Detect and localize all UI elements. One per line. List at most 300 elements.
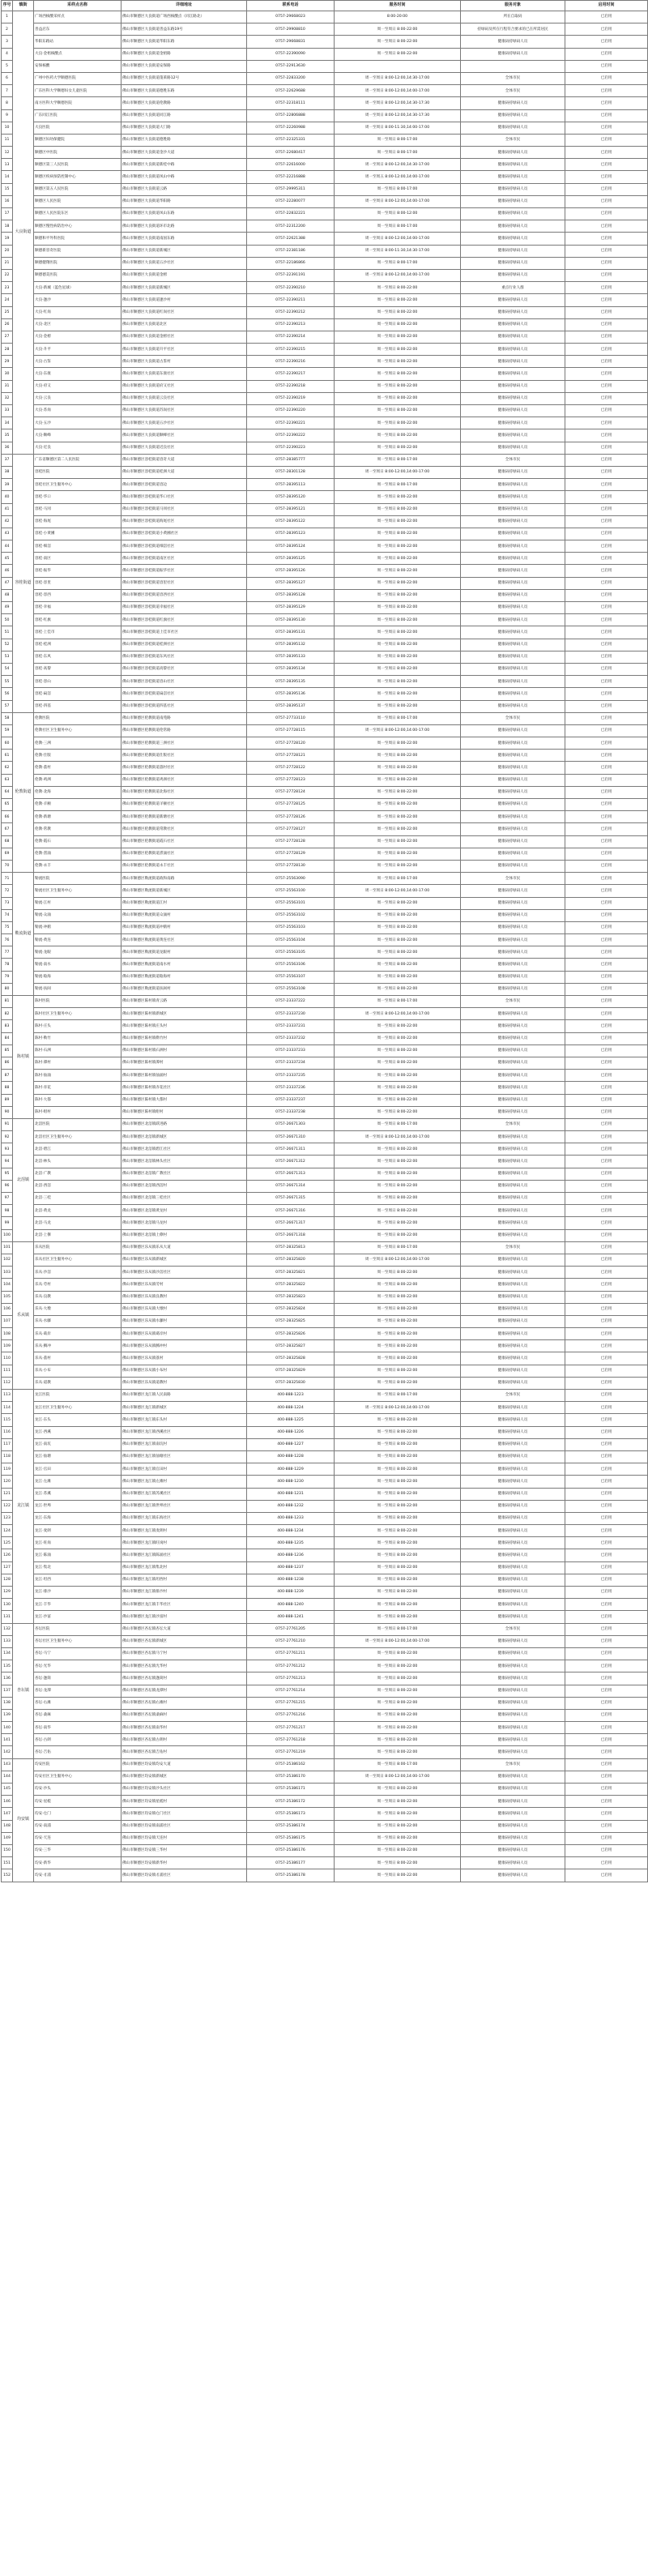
start-status: 已启用	[565, 860, 648, 872]
start-status: 已启用	[565, 294, 648, 306]
site-name: 顺德区妇幼保健院	[34, 134, 122, 146]
service-target: 健康码持绿码人员	[461, 614, 565, 626]
row-number: 100	[2, 1229, 13, 1241]
row-number: 134	[2, 1647, 13, 1660]
row-number: 61	[2, 750, 13, 762]
site-phone: 0757-25386172	[247, 1796, 335, 1808]
service-target: 全体市民	[461, 873, 565, 885]
row-number: 46	[2, 565, 13, 577]
start-status: 已启用	[565, 1574, 648, 1586]
service-time: 周一至周日 8:00-22:00	[335, 651, 461, 663]
row-number: 1	[2, 11, 13, 23]
row-number: 117	[2, 1438, 13, 1450]
service-target: 健康码持绿码人员	[461, 1808, 565, 1820]
site-name: 龙江·官田	[34, 1463, 122, 1476]
site-phone: 0757-27761218	[247, 1734, 335, 1746]
service-target: 健康码持绿码人员	[461, 1365, 565, 1377]
site-address: 佛山市顺德区龙江镇南坑村	[122, 1438, 247, 1450]
table-row	[2, 1450, 648, 1463]
row-number: 50	[2, 614, 13, 626]
table-row	[2, 971, 648, 983]
site-address: 佛山市顺德区乐从镇葛岸村	[122, 1328, 247, 1340]
site-name: 大良·红岗	[34, 306, 122, 318]
site-address: 佛山市顺德区大良街道安保路	[122, 60, 247, 72]
table-row	[2, 602, 648, 614]
site-name: 北滘医院	[34, 1118, 122, 1130]
start-status: 已启用	[565, 159, 648, 171]
service-target: 健康码持绿码人员	[461, 799, 565, 811]
table-row	[2, 1156, 648, 1168]
site-address: 佛山市顺德区大良街道金榜社区	[122, 331, 247, 343]
start-status: 已启用	[565, 306, 648, 318]
site-phone: 400-888-1233	[247, 1512, 335, 1524]
site-name: 容桂·扁滘	[34, 688, 122, 700]
row-number: 115	[2, 1414, 13, 1426]
service-target: 健康码持绿码人员	[461, 1180, 565, 1192]
service-target: 健康码持绿码人员	[461, 946, 565, 959]
start-status: 已启用	[565, 245, 648, 257]
site-address: 佛山市顺德区龙江镇人民南路	[122, 1390, 247, 1402]
row-number: 103	[2, 1267, 13, 1279]
site-phone: 0757-25563104	[247, 934, 335, 946]
site-name: 顺德区疾病预防控制中心	[34, 171, 122, 183]
site-name: 乐从·良教	[34, 1291, 122, 1303]
service-target: 健康码持绿码人员	[461, 1685, 565, 1697]
table-row	[2, 1476, 648, 1488]
row-number: 52	[2, 639, 13, 651]
service-target: 健康码持绿码人员	[461, 392, 565, 404]
district-name: 龙江镇	[13, 1390, 34, 1624]
site-phone: 0757-23337237	[247, 1094, 335, 1106]
site-address: 佛山市顺德区容桂街道桂洲社区	[122, 639, 247, 651]
row-number: 22	[2, 269, 13, 281]
site-phone: 0757-27728115	[247, 724, 335, 737]
col-header-phone: 联系电话	[247, 1, 335, 11]
site-address: 佛山市顺德区大良街道云良社区	[122, 392, 247, 404]
service-target: 健康码持绿码人员	[461, 971, 565, 983]
service-target: 健康码持绿码人员	[461, 1315, 565, 1327]
table-row	[2, 1328, 648, 1340]
site-name: 陈村·石洲	[34, 1044, 122, 1057]
start-status: 已启用	[565, 897, 648, 909]
table-header-row	[2, 1, 648, 11]
table-row	[2, 1377, 648, 1389]
site-address: 佛山市顺德区北滘镇马龙村	[122, 1217, 247, 1229]
service-time: 周一至周日 8:00-22:00	[335, 1611, 461, 1623]
table-row	[2, 1143, 648, 1156]
site-address: 佛山市顺德区伦教街道常教社区	[122, 823, 247, 835]
service-target: 健康码持绿码人员	[461, 577, 565, 589]
start-status: 已启用	[565, 368, 648, 380]
site-phone: 0757-22616000	[247, 159, 335, 171]
site-phone: 0757-22381186	[247, 245, 335, 257]
service-target: 健康码持绿码人员	[461, 503, 565, 515]
site-phone: 0757-23337235	[247, 1070, 335, 1082]
row-number: 86	[2, 1057, 13, 1069]
start-status: 已启用	[565, 269, 648, 281]
table-row	[2, 1574, 648, 1586]
district-name: 勒流街道	[13, 873, 34, 996]
row-number: 77	[2, 946, 13, 959]
site-name: 容桂社区卫生服务中心	[34, 479, 122, 491]
table-row	[2, 1082, 648, 1094]
service-target: 健康码持绿码人员	[461, 663, 565, 675]
service-time: 周一至周日 8:00-12:00,14:00-17:00	[335, 885, 461, 897]
start-status: 已启用	[565, 1685, 648, 1697]
service-target: 健康码持绿码人员	[461, 294, 565, 306]
start-status: 已启用	[565, 626, 648, 639]
site-phone: 400-888-1228	[247, 1450, 335, 1463]
service-target: 健康码持绿码人员	[461, 823, 565, 835]
table-row	[2, 762, 648, 774]
site-phone: 0757-22318111	[247, 97, 335, 109]
row-number: 57	[2, 700, 13, 712]
service-target: 健康码持绿码人员	[461, 1820, 565, 1832]
service-target: 健康码持绿码人员	[461, 540, 565, 553]
site-name: 大良·金榜	[34, 331, 122, 343]
start-status: 已启用	[565, 750, 648, 762]
start-status: 已启用	[565, 553, 648, 565]
start-status: 已启用	[565, 1303, 648, 1315]
site-address: 佛山市顺德区杏坛镇杏坛大道	[122, 1623, 247, 1635]
site-name: 陈村·赤花	[34, 1082, 122, 1094]
service-time: 周一至周日 8:00-22:00	[335, 23, 461, 36]
start-status: 已启用	[565, 1771, 648, 1783]
row-number: 120	[2, 1476, 13, 1488]
site-phone: 0757-28395120	[247, 491, 335, 503]
site-address: 佛山市顺德区容桂街道容里社区	[122, 577, 247, 589]
district-name: 均安镇	[13, 1758, 34, 1882]
start-status: 已启用	[565, 183, 648, 195]
row-number: 76	[2, 934, 13, 946]
site-name: 顺德区中医院	[34, 147, 122, 159]
start-status: 已启用	[565, 1390, 648, 1402]
service-time: 周一至周日 8:00-22:00	[335, 1156, 461, 1168]
start-status: 已启用	[565, 1267, 648, 1279]
service-time: 周一至周日 8:00-22:00	[335, 1020, 461, 1032]
table-row	[2, 195, 648, 207]
table-row	[2, 1463, 648, 1476]
service-target: 健康码持绿码人员	[461, 1352, 565, 1365]
row-number: 31	[2, 380, 13, 392]
table-row	[2, 1599, 648, 1611]
start-status: 已启用	[565, 380, 648, 392]
start-status: 已启用	[565, 1168, 648, 1180]
row-number: 151	[2, 1857, 13, 1869]
site-name: 杏坛·桑麻	[34, 1709, 122, 1721]
service-time: 周一至周日 8:00-22:00	[335, 331, 461, 343]
site-name: 勒流·龙眼	[34, 946, 122, 959]
site-address: 佛山市顺德区容桂街道四基社区	[122, 700, 247, 712]
service-target: 健康码持绿码人员	[461, 233, 565, 245]
col-header-service-target: 服务对象	[461, 1, 565, 11]
service-time: 周一至周日 8:00-12:00,14:30-17:30	[335, 97, 461, 109]
service-time: 周一至周日 8:00-22:00	[335, 503, 461, 515]
row-number: 12	[2, 147, 13, 159]
table-row	[2, 1685, 648, 1697]
site-name: 龙江·集北	[34, 1561, 122, 1574]
site-address: 佛山市顺德区大良街道新城区	[122, 282, 247, 294]
site-phone: 0757-27761213	[247, 1672, 335, 1685]
service-time: 周一至周日 8:00-22:00	[335, 1303, 461, 1315]
table-row	[2, 1365, 648, 1377]
site-address: 佛山市顺德区大良街道环市北路	[122, 220, 247, 233]
site-phone: 0757-25386171	[247, 1784, 335, 1796]
site-name: 容桂·海尾	[34, 515, 122, 528]
site-phone: 0757-28301128	[247, 466, 335, 478]
start-status: 已启用	[565, 1070, 648, 1082]
service-target: 健康码持绿码人员	[461, 1328, 565, 1340]
site-name: 勒流·江村	[34, 897, 122, 909]
start-status: 已启用	[565, 737, 648, 750]
table-row	[2, 1512, 648, 1524]
start-status: 已启用	[565, 147, 648, 159]
service-target: 健康码持绿码人员	[461, 1438, 565, 1450]
site-phone: 0757-27761211	[247, 1647, 335, 1660]
row-number: 66	[2, 811, 13, 823]
site-name: 容桂·上佳市	[34, 626, 122, 639]
start-status: 已启用	[565, 1857, 648, 1869]
table-row	[2, 97, 648, 109]
row-number: 4	[2, 48, 13, 60]
site-phone: 400-888-1227	[247, 1438, 335, 1450]
row-number: 118	[2, 1450, 13, 1463]
row-number: 70	[2, 860, 13, 872]
site-phone: 0757-27728128	[247, 835, 335, 848]
site-address: 佛山市顺德区容桂街道小黄圃社区	[122, 528, 247, 540]
service-target: 健康码持绿码人员	[461, 885, 565, 897]
row-number: 53	[2, 651, 13, 663]
site-name: 龙江·左滩	[34, 1476, 122, 1488]
service-target: 健康码持绿码人员	[461, 1672, 565, 1685]
site-address: 佛山市顺德区容桂街道细滘社区	[122, 540, 247, 553]
site-name: 伦教·常教	[34, 823, 122, 835]
service-target: 健康码持绿码人员	[461, 1044, 565, 1057]
table-row	[2, 553, 648, 565]
site-address: 佛山市顺德区大良街道善益东路19号	[122, 23, 247, 36]
site-address: 佛山市顺德区龙江镇官田村	[122, 1463, 247, 1476]
site-name: 乐从社区卫生服务中心	[34, 1254, 122, 1266]
site-address: 佛山市顺德区大良街道红岗社区	[122, 306, 247, 318]
site-address: 佛山市顺德区大良街道东康社区	[122, 368, 247, 380]
start-status: 已启用	[565, 503, 648, 515]
site-phone: 0757-28395134	[247, 663, 335, 675]
table-row	[2, 1438, 648, 1450]
table-row	[2, 1722, 648, 1734]
site-name: 杏坛·光华	[34, 1660, 122, 1672]
table-row	[2, 1771, 648, 1783]
site-name: 北滘·林头	[34, 1156, 122, 1168]
service-time: 周一至周日 8:00-22:00	[335, 1574, 461, 1586]
site-phone: 0757-27728121	[247, 750, 335, 762]
start-status: 已启用	[565, 811, 648, 823]
service-target: 健康码持绿码人员	[461, 565, 565, 577]
table-row	[2, 220, 648, 233]
service-target: 健康码持绿码人员	[461, 1229, 565, 1241]
service-time: 周一至周日 8:00-22:00	[335, 983, 461, 995]
site-address: 佛山市顺德区陈村镇庄头村	[122, 1020, 247, 1032]
service-time: 周一至周日 8:00-17:00	[335, 1758, 461, 1771]
start-status: 已启用	[565, 1044, 648, 1057]
service-time: 周一至周日 8:00-22:00	[335, 614, 461, 626]
table-row	[2, 873, 648, 885]
site-phone: 0757-22390090	[247, 48, 335, 60]
site-name: 陈村·绀村	[34, 1106, 122, 1118]
start-status: 已启用	[565, 1820, 648, 1832]
table-row	[2, 122, 648, 134]
site-name: 伦教·羊额	[34, 799, 122, 811]
service-target: 健康码持绿码人员	[461, 589, 565, 601]
row-number: 9	[2, 109, 13, 122]
site-name: 伦教·三洲	[34, 737, 122, 750]
row-number: 149	[2, 1832, 13, 1844]
site-phone: 400-888-1235	[247, 1537, 335, 1549]
site-phone: 0757-25386178	[247, 1869, 335, 1882]
table-row	[2, 257, 648, 269]
service-time: 周一至周日 8:00-17:00	[335, 1241, 461, 1254]
site-address: 佛山市顺德区杏坛镇右滩村	[122, 1697, 247, 1709]
service-target: 健康码持绿码人员	[461, 762, 565, 774]
service-time: 周一至周日 8:00-22:00	[335, 1426, 461, 1438]
service-time: 周一至周日 8:00-22:00	[335, 1450, 461, 1463]
site-phone: 0757-28325828	[247, 1352, 335, 1365]
site-address: 佛山市顺德区均安镇均安大道	[122, 1758, 247, 1771]
site-address: 佛山市顺德区龙江镇排沙村	[122, 1587, 247, 1599]
row-number: 5	[2, 60, 13, 72]
table-row	[2, 1500, 648, 1512]
start-status: 已启用	[565, 540, 648, 553]
site-phone: 400-888-1234	[247, 1525, 335, 1537]
site-address: 佛山市顺德区杏坛镇马宁村	[122, 1647, 247, 1660]
row-number: 96	[2, 1180, 13, 1192]
row-number: 126	[2, 1549, 13, 1561]
service-target: 健康码持绿码人员	[461, 1476, 565, 1488]
table-row	[2, 651, 648, 663]
row-number: 69	[2, 848, 13, 860]
site-address: 佛山市顺德区大良街道逢沙村	[122, 294, 247, 306]
site-phone: 0757-22390212	[247, 306, 335, 318]
service-target: 健康码持绿码人员	[461, 688, 565, 700]
start-status: 已启用	[565, 1193, 648, 1205]
row-number: 121	[2, 1488, 13, 1500]
site-address: 佛山市顺德区大良街道金梧路	[122, 48, 247, 60]
service-target: 健康码持绿码人员	[461, 1869, 565, 1882]
site-address: 佛山市顺德区容桂街道容边	[122, 479, 247, 491]
service-time	[335, 60, 461, 72]
site-address: 佛山市顺德区容桂街道上佳市社区	[122, 626, 247, 639]
site-phone: 0757-25386175	[247, 1832, 335, 1844]
service-target: 健康码持绿码人员	[461, 1587, 565, 1599]
start-status: 已启用	[565, 466, 648, 478]
service-time: 周一至周日 8:00-22:00	[335, 1844, 461, 1856]
row-number: 37	[2, 454, 13, 466]
site-name: 龙江·坦西	[34, 1574, 122, 1586]
site-address: 佛山市顺德区杏坛镇南华村	[122, 1722, 247, 1734]
start-status: 已启用	[565, 1587, 648, 1599]
service-target: 健康码持绿码人员	[461, 626, 565, 639]
service-time: 周一至周日 8:00-22:00	[335, 540, 461, 553]
service-target: 健康码持绿码人员	[461, 1106, 565, 1118]
row-number: 107	[2, 1315, 13, 1327]
site-name: 龙江·旺岗	[34, 1537, 122, 1549]
row-number: 140	[2, 1722, 13, 1734]
site-name: 容桂·幸福	[34, 602, 122, 614]
site-phone: 0757-28325829	[247, 1365, 335, 1377]
table-row	[2, 1106, 648, 1118]
site-name: 广州中医药大学顺德医院	[34, 72, 122, 84]
service-time: 周一至周日 8:00-22:00	[335, 1279, 461, 1291]
site-name: 均安·仓门	[34, 1808, 122, 1820]
service-target: 健康码持绿码人员	[461, 528, 565, 540]
site-address: 佛山市顺德区陈村镇仙涌村	[122, 1070, 247, 1082]
row-number: 11	[2, 134, 13, 146]
site-name: 容桂医院	[34, 466, 122, 478]
row-number: 23	[2, 282, 13, 294]
start-status: 已启用	[565, 589, 648, 601]
start-status: 已启用	[565, 1094, 648, 1106]
start-status: 已启用	[565, 528, 648, 540]
service-time: 周一至周日 8:00-12:00,14:00-17:00	[335, 1635, 461, 1647]
service-time: 周一至周日 8:00-12:00,14:00-17:00	[335, 195, 461, 207]
row-number: 71	[2, 873, 13, 885]
site-phone: 0757-25563101	[247, 897, 335, 909]
service-time: 周一至周日 8:00-22:00	[335, 1315, 461, 1327]
service-time: 周一至周日 8:00-22:00	[335, 1697, 461, 1709]
site-phone: 0757-28325826	[247, 1328, 335, 1340]
site-address: 佛山市顺德区均安镇仓门社区	[122, 1808, 247, 1820]
service-target: 健康码持绿码人员	[461, 1709, 565, 1721]
site-phone: 0757-22390210	[247, 282, 335, 294]
site-phone: 0757-28395126	[247, 565, 335, 577]
row-number: 110	[2, 1352, 13, 1365]
row-number: 92	[2, 1131, 13, 1143]
site-phone: 0757-27728120	[247, 737, 335, 750]
table-row	[2, 1340, 648, 1352]
start-status: 已启用	[565, 1758, 648, 1771]
site-address: 佛山市顺德区勒流街道南水村	[122, 959, 247, 971]
start-status: 已启用	[565, 1512, 648, 1524]
row-number: 108	[2, 1328, 13, 1340]
row-number: 6	[2, 72, 13, 84]
site-name: 顺德区慢性病防治中心	[34, 220, 122, 233]
service-time: 周一至周日 8:00-22:00	[335, 1512, 461, 1524]
site-address: 佛山市顺德区容桂街道容奇大道	[122, 454, 247, 466]
row-number: 142	[2, 1746, 13, 1758]
start-status: 已启用	[565, 1709, 648, 1721]
row-number: 13	[2, 159, 13, 171]
start-status: 已启用	[565, 405, 648, 417]
table-row	[2, 1561, 648, 1574]
service-target: 健康码持绿码人员	[461, 208, 565, 220]
site-phone: 0757-23337222	[247, 996, 335, 1008]
row-number: 15	[2, 183, 13, 195]
site-address: 佛山市顺德区均安镇新华村	[122, 1857, 247, 1869]
site-phone: 400-888-1240	[247, 1599, 335, 1611]
site-name: 勒流·黄连	[34, 934, 122, 946]
table-row	[2, 48, 648, 60]
site-address: 佛山市顺德区北滘镇碧江社区	[122, 1143, 247, 1156]
service-time: 周一至周日 8:00-22:00	[335, 934, 461, 946]
service-target: 健康码持绿码人员	[461, 774, 565, 786]
table-row	[2, 688, 648, 700]
site-address: 佛山市顺德区大良街道同江路	[122, 109, 247, 122]
service-time: 周一至周日 8:00-17:00	[335, 183, 461, 195]
service-target: 健康码持绿码人员	[461, 417, 565, 429]
row-number: 79	[2, 971, 13, 983]
service-target: 健康码持绿码人员	[461, 651, 565, 663]
site-phone: 0757-28395136	[247, 688, 335, 700]
site-phone: 0757-28325821	[247, 1267, 335, 1279]
